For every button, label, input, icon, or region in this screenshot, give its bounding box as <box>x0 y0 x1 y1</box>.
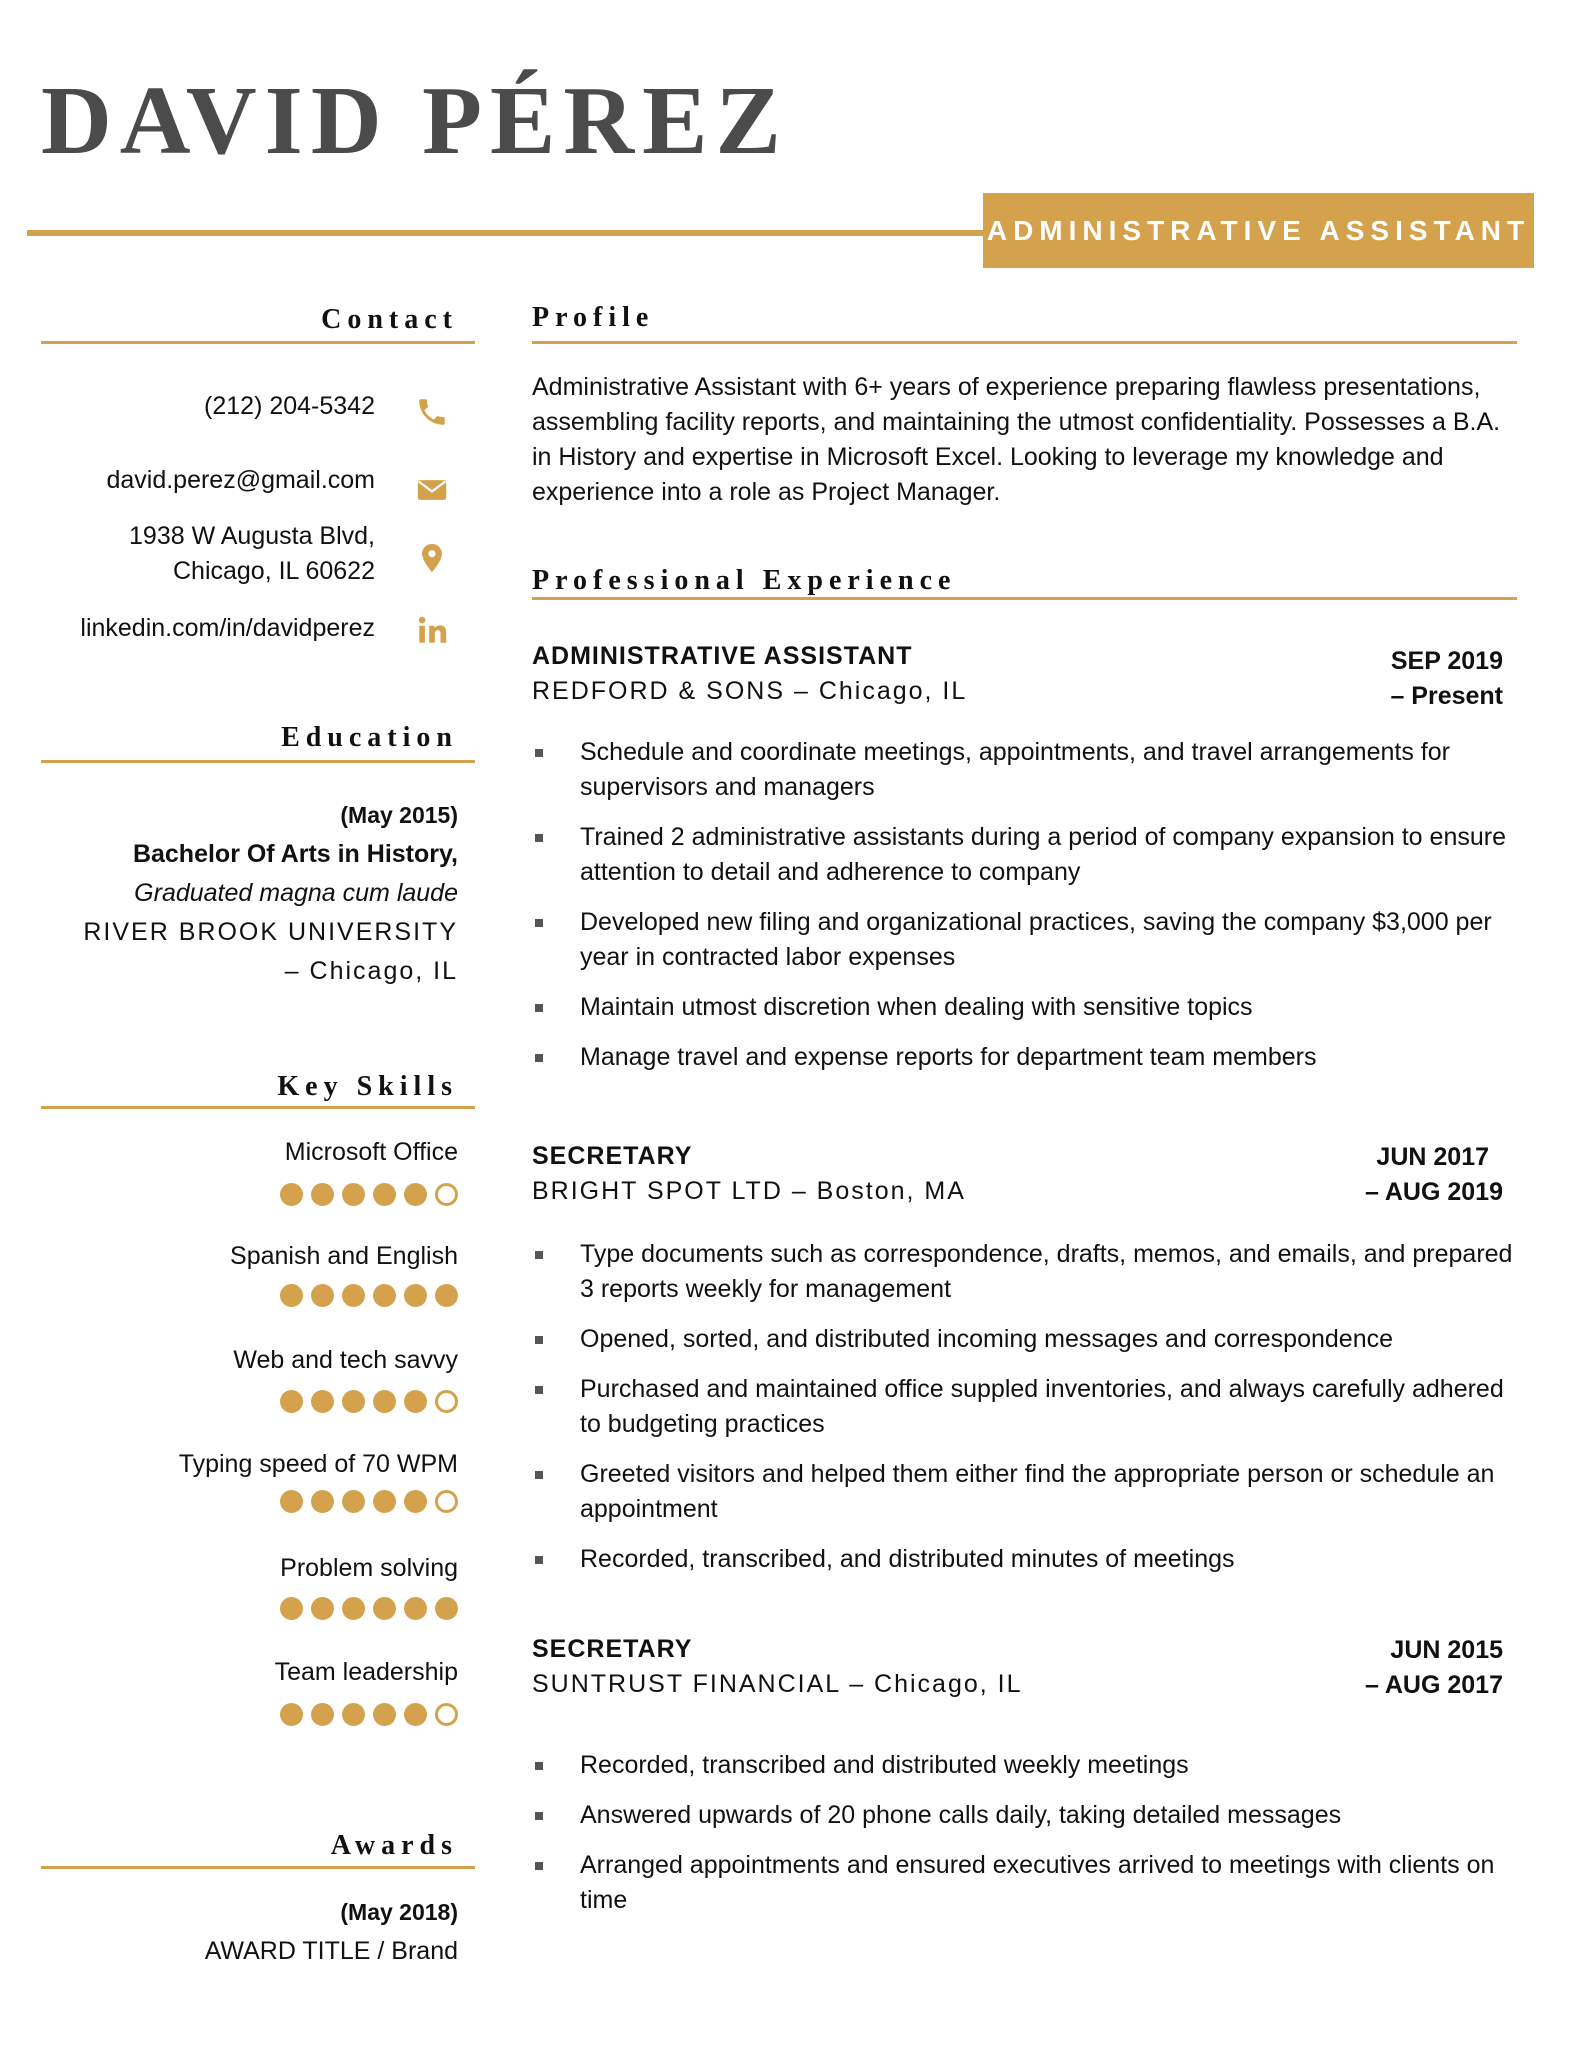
rating-dot-filled <box>311 1284 334 1307</box>
experience-heading: Professional Experience <box>532 565 957 596</box>
rating-dot-filled <box>435 1284 458 1307</box>
skill-name: Team leadership <box>274 1658 458 1686</box>
rating-dot-filled <box>373 1703 396 1726</box>
skills-heading: Key Skills <box>277 1071 458 1102</box>
job-title-badge: ADMINISTRATIVE ASSISTANT <box>983 193 1534 268</box>
contact-heading: Contact <box>321 304 458 335</box>
education-degree: Bachelor Of Arts in History, <box>132 840 458 868</box>
list-item: Recorded, transcribed, and distributed minutes of meetings <box>532 1542 1517 1577</box>
education-school: RIVER BROOK UNIVERSITY <box>83 918 458 946</box>
awards-heading: Awards <box>330 1830 458 1861</box>
list-item: Arranged appointments and ensured executives arrived to meetings with clients on time <box>532 1848 1517 1918</box>
job-dates <box>1365 1140 1503 1210</box>
rating-dot-filled <box>280 1597 303 1620</box>
phone-icon <box>412 392 452 432</box>
rating-dot-filled <box>373 1183 396 1206</box>
list-item: Type documents such as correspondence, drafts, memos, and emails, and prepared 3 reports weekly for management <box>532 1237 1517 1307</box>
linkedin-text[interactable]: linkedin.com/in/davidperez <box>80 614 375 642</box>
profile-heading: Profile <box>532 302 655 333</box>
skill-rating <box>280 1597 458 1620</box>
candidate-name: DAVID PÉREZ <box>41 67 789 175</box>
job-bullets <box>532 735 1517 1090</box>
rating-dot-filled <box>373 1284 396 1307</box>
awards-divider <box>41 1866 475 1869</box>
experience-divider <box>532 597 1517 600</box>
skill-rating <box>280 1703 458 1726</box>
award-date: (May 2018) <box>340 1899 458 1925</box>
profile-text: Administrative Assistant with 6+ years of experience preparing flawless presentations, assembling facility reports, and maintaining the utmost confidentiality. Possesses a B.A. in History and expertise in Microsoft Excel. Looking to leverage my knowledge and experience into a role as Project Manager. <box>532 373 1501 506</box>
list-item: Purchased and maintained office suppled inventories, and always carefully adhered to budgeting practices <box>532 1372 1517 1442</box>
rating-dot-filled <box>373 1390 396 1413</box>
job-date-start: SEP 2019 <box>1390 647 1503 675</box>
job-date-start: JUN 2017 <box>1376 1143 1489 1171</box>
education-block <box>83 796 458 991</box>
rating-dot-filled <box>280 1390 303 1413</box>
linkedin-icon <box>412 610 452 650</box>
rating-dot-empty <box>435 1490 458 1513</box>
skill-name: Problem solving <box>280 1554 458 1582</box>
job-date-end: – AUG 2017 <box>1364 1671 1503 1699</box>
rating-dot-filled <box>373 1597 396 1620</box>
rating-dot-filled <box>311 1183 334 1206</box>
rating-dot-empty <box>435 1390 458 1413</box>
list-item: Developed new filing and organizational practices, saving the company $3,000 per year in contracted labor expenses <box>532 905 1517 975</box>
job-bullets <box>532 1748 1517 1933</box>
list-item: Schedule and coordinate meetings, appointments, and travel arrangements for supervisors and managers <box>532 735 1517 805</box>
phone-text: (212) 204-5342 <box>204 392 375 420</box>
map-pin-icon <box>412 538 452 578</box>
address-line-1: 1938 W Augusta Blvd, <box>129 522 375 550</box>
education-location: – Chicago, IL <box>284 957 458 985</box>
list-item: Trained 2 administrative assistants during a period of company expansion to ensure attention to detail and adherence to company <box>532 820 1517 890</box>
rating-dot-filled <box>342 1597 365 1620</box>
rating-dot-filled <box>342 1390 365 1413</box>
skill-rating <box>280 1284 458 1307</box>
rating-dot-filled <box>404 1490 427 1513</box>
job-title: ADMINISTRATIVE ASSISTANT <box>532 642 913 670</box>
rating-dot-filled <box>311 1703 334 1726</box>
header-divider <box>27 230 987 236</box>
rating-dot-filled <box>404 1390 427 1413</box>
rating-dot-filled <box>280 1183 303 1206</box>
job-date-end: – Present <box>1390 682 1503 710</box>
job-dates <box>1365 1633 1503 1703</box>
rating-dot-filled <box>280 1490 303 1513</box>
skill-name: Typing speed of 70 WPM <box>178 1450 458 1478</box>
rating-dot-filled <box>342 1183 365 1206</box>
job-company: SUNTRUST FINANCIAL – Chicago, IL <box>532 1670 1023 1698</box>
rating-dot-filled <box>373 1490 396 1513</box>
address-line-2: Chicago, IL 60622 <box>172 557 375 585</box>
job-title: SECRETARY <box>532 1635 693 1663</box>
skill-rating <box>280 1390 458 1413</box>
rating-dot-filled <box>342 1490 365 1513</box>
education-divider <box>41 760 475 763</box>
education-honor: Graduated magna cum laude <box>134 879 458 907</box>
list-item: Opened, sorted, and distributed incoming messages and correspondence <box>532 1322 1517 1357</box>
education-heading: Education <box>281 722 458 753</box>
education-date: (May 2015) <box>340 802 458 828</box>
job-bullets <box>532 1237 1517 1592</box>
envelope-icon <box>412 470 452 510</box>
list-item: Maintain utmost discretion when dealing with sensitive topics <box>532 990 1517 1025</box>
rating-dot-filled <box>311 1490 334 1513</box>
job-dates <box>1390 644 1503 714</box>
job-date-end: – AUG 2019 <box>1364 1178 1503 1206</box>
list-item: Answered upwards of 20 phone calls daily, taking detailed messages <box>532 1798 1517 1833</box>
rating-dot-empty <box>435 1703 458 1726</box>
profile-divider <box>532 341 1517 344</box>
rating-dot-filled <box>435 1597 458 1620</box>
rating-dot-filled <box>342 1703 365 1726</box>
skill-name: Spanish and English <box>230 1242 458 1270</box>
skill-rating <box>280 1183 458 1206</box>
rating-dot-filled <box>404 1703 427 1726</box>
rating-dot-filled <box>311 1597 334 1620</box>
rating-dot-filled <box>280 1703 303 1726</box>
rating-dot-filled <box>342 1284 365 1307</box>
rating-dot-filled <box>404 1183 427 1206</box>
job-company: REDFORD & SONS – Chicago, IL <box>532 677 968 705</box>
skill-name: Web and tech savvy <box>233 1346 458 1374</box>
award-block <box>205 1893 458 1971</box>
rating-dot-filled <box>404 1597 427 1620</box>
skill-rating <box>280 1490 458 1513</box>
rating-dot-filled <box>404 1284 427 1307</box>
rating-dot-filled <box>280 1284 303 1307</box>
email-text: david.perez@gmail.com <box>106 466 375 494</box>
job-date-start: JUN 2015 <box>1390 1636 1503 1664</box>
skill-name: Microsoft Office <box>284 1138 458 1166</box>
list-item: Greeted visitors and helped them either find the appropriate person or schedule an appointment <box>532 1457 1517 1527</box>
rating-dot-filled <box>311 1390 334 1413</box>
rating-dot-empty <box>435 1183 458 1206</box>
list-item: Recorded, transcribed and distributed weekly meetings <box>532 1748 1517 1783</box>
job-company: BRIGHT SPOT LTD – Boston, MA <box>532 1177 966 1205</box>
contact-divider <box>41 341 475 344</box>
skills-divider <box>41 1106 475 1109</box>
award-title: AWARD TITLE / Brand <box>204 1937 458 1965</box>
list-item: Manage travel and expense reports for department team members <box>532 1040 1517 1075</box>
job-title: SECRETARY <box>532 1142 693 1170</box>
